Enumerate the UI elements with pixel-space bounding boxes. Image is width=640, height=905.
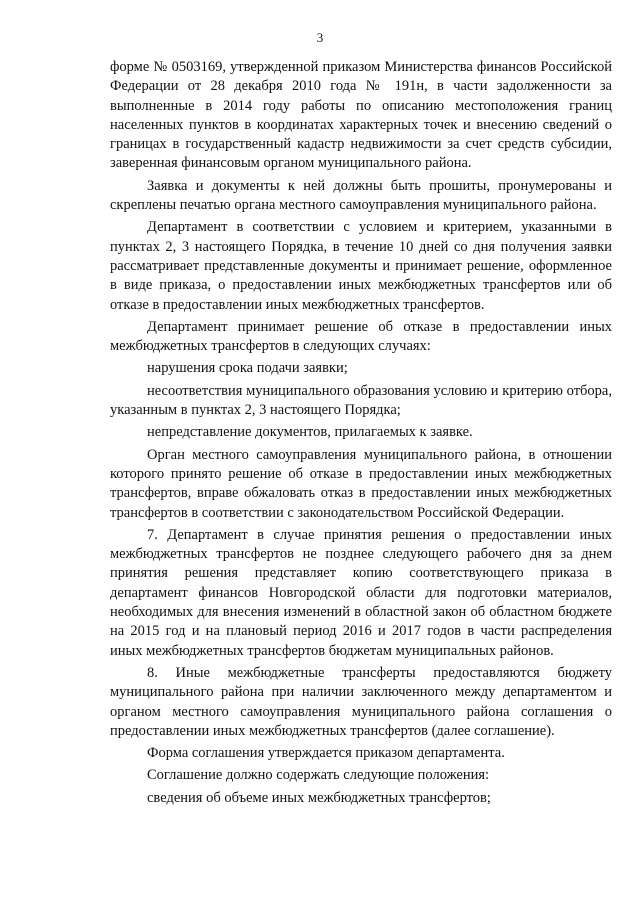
paragraph-review-procedure: Департамент в соответствии с условием и критерием, указанными в пунктах 2, 3 настоящего Порядка, в течение 10 дней со дня получения заявки рассматривает представленные документы и принимает решение, оформленное в виде приказа, о предоставлении иных межбюджетных трансфертов или об отказе в предоставлении иных межбюджетных трансфертов. [110, 219, 612, 313]
paragraph-agreement-form: Форма соглашения утверждается приказом департамента. [147, 745, 505, 762]
paragraph-clause-8: 8. Иные межбюджетные трансферты предоставляются бюджету муниципального района при наличии заключенного между департаментом и органом местного самоуправления муниципального района соглашения о предоставлении иных межбюджетных трансфертов (далее соглашение). [110, 664, 612, 739]
document-body [110, 58, 612, 808]
paragraph-continuation: форме № 0503169, утвержденной приказом Министерства финансов Российской Федерации от 28 декабря 2010 года № 191н, в части задолженности за выполненные в 2014 году работы по описанию местоположения границ населенных пунктов в координатах характерных точек и внесению сведений о границах в государственный кадастр недвижимости за счет средств субсидии, заверенная финансовым органом муниципального района. [110, 59, 612, 172]
list-item-missing-documents: непредставление документов, прилагаемых к заявке. [147, 424, 473, 441]
paragraph-refusal-cases: Департамент принимает решение об отказе в предоставлении иных межбюджетных трансфертов в следующих случаях: [110, 318, 612, 355]
paragraph-clause-7: 7. Департамент в случае принятия решения о предоставлении иных межбюджетных трансфертов не позднее следующего рабочего дня за днем принятия решения представляет копию соответствующего приказа в департамент финансов Новгородской области для подготовки материалов, необходимых для внесения изменений в областной закон об областном бюджете на 2015 год и на плановый период 2016 и 2017 годов в части распределения иных межбюджетных трансфертов бюджетам муниципальных районов. [110, 526, 612, 659]
list-item-criteria-mismatch: несоответствия муниципального образования условию и критерию отбора, указанным в пунктах 2, 3 настоящего Порядка; [110, 382, 612, 419]
paragraph-binding-requirements: Заявка и документы к ней должны быть прошиты, пронумерованы и скреплены печатью органа местного самоуправления муниципального района. [110, 177, 612, 214]
paragraph-appeal-right: Орган местного самоуправления муниципального района, в отношении которого принято решение об отказе в предоставлении иных межбюджетных трансфертов, вправе обжаловать отказ в предоставлении иных межбюджетных трансфертов в соответствии с законодательством Российской Федерации. [110, 446, 612, 521]
list-item-transfer-volume: сведения об объеме иных межбюджетных трансфертов; [147, 789, 491, 806]
page-number: 3 [316, 30, 324, 45]
list-item-deadline-violation: нарушения срока подачи заявки; [147, 360, 348, 377]
paragraph-agreement-contents: Соглашение должно содержать следующие положения: [147, 767, 490, 784]
